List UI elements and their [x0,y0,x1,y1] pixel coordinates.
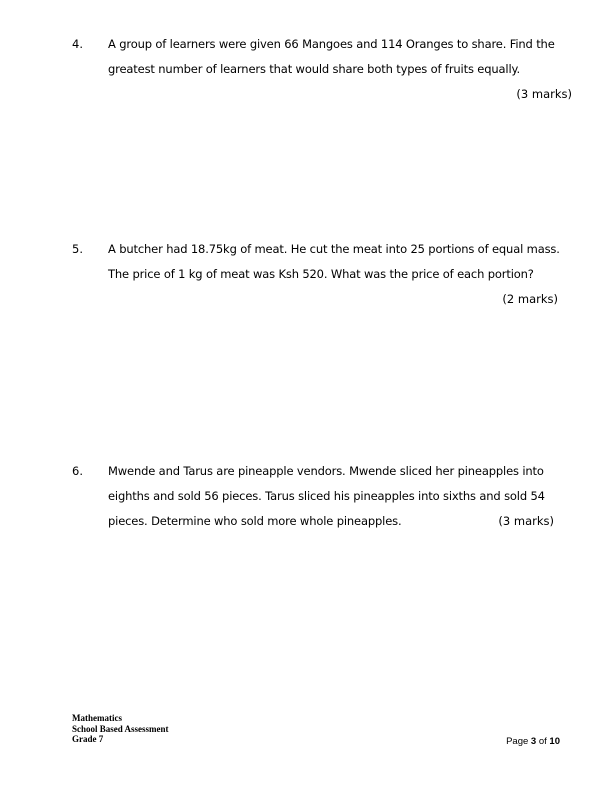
marks-label: (3 marks) [516,87,572,101]
page-total: 10 [549,736,560,747]
footer-grade: Grade 7 [72,734,104,744]
question-text-line: A group of learners were given 66 Mangoes and 114 Oranges to share. Find the [108,37,555,51]
page-prefix: Page [506,736,531,747]
question-number: 6. [72,464,83,478]
question-number: 5. [72,242,83,256]
page-current: 3 [530,736,537,747]
question-text-line: eighths and sold 56 pieces. Tarus sliced his pineapples into sixths and sold 54 [108,489,545,503]
footer-info [72,713,169,745]
question-text-line: A butcher had 18.75kg of meat. He cut the meat into 25 portions of equal mass. [108,242,560,256]
footer-assessment: School Based Assessment [72,723,169,734]
question-text-line: Mwende and Tarus are pineapple vendors. Mwende sliced her pineapples into [108,464,544,478]
footer-subject: Mathematics [72,713,122,723]
question-text-line: The price of 1 kg of meat was Ksh 520. What was the price of each portion? [108,267,534,281]
page-of: of [536,736,550,747]
question-text-line: pieces. Determine who sold more whole pineapples. [108,514,402,528]
page-number [506,736,560,747]
question-text-line: greatest number of learners that would share both types of fruits equally. [108,62,521,76]
question-number: 4. [72,37,83,51]
marks-label: (2 marks) [502,292,558,306]
marks-label: (3 marks) [498,514,554,528]
